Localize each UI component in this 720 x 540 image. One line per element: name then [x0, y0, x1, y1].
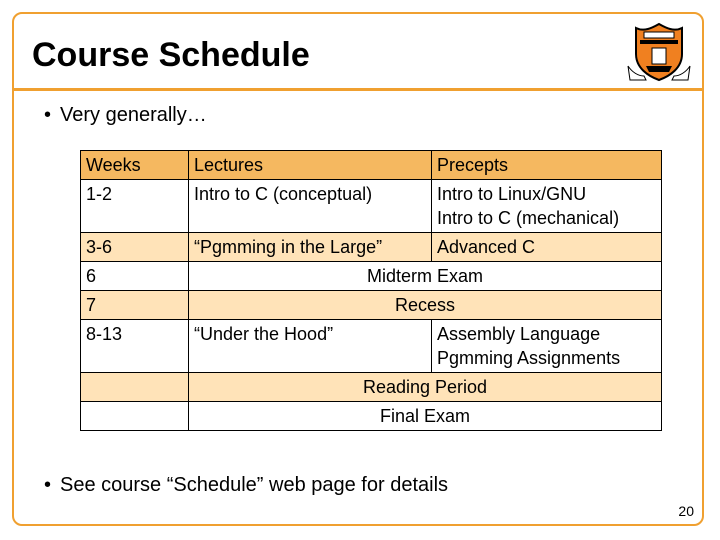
cell-weeks: 7 — [81, 291, 189, 320]
cell-span: Reading Period — [189, 373, 662, 402]
cell-span: Recess — [189, 291, 662, 320]
precepts-line: Intro to C (mechanical) — [437, 208, 620, 228]
precepts-line: Intro to Linux/GNU — [437, 184, 587, 204]
table-row — [81, 291, 662, 320]
table-row — [81, 262, 662, 291]
bullet-dot: • — [44, 474, 52, 496]
page-number: 20 — [678, 503, 694, 519]
cell-lectures: “Under the Hood” — [189, 320, 432, 373]
cell-lectures: “Pgmming in the Large” — [189, 233, 432, 262]
cell-precepts — [432, 180, 662, 233]
table-row — [81, 320, 662, 373]
bullet-text: Very generally… — [60, 104, 207, 126]
cell-span: Midterm Exam — [189, 262, 662, 291]
table-row — [81, 233, 662, 262]
cell-weeks — [81, 402, 189, 431]
precepts-line: Pgmming Assignments — [437, 348, 621, 368]
bullet-dot: • — [44, 104, 52, 126]
cell-span: Final Exam — [189, 402, 662, 431]
header-lectures: Lectures — [189, 151, 432, 180]
bullet-text: See course “Schedule” web page for details — [60, 474, 449, 496]
university-shield-icon — [626, 18, 692, 82]
cell-weeks — [81, 373, 189, 402]
bullet-intro — [44, 104, 207, 127]
cell-weeks: 1-2 — [81, 180, 189, 233]
page-title: Course Schedule — [32, 36, 310, 74]
precepts-line: Assembly Language — [437, 324, 601, 344]
table-row — [81, 180, 662, 233]
table-row — [81, 402, 662, 431]
cell-precepts: Advanced C — [432, 233, 662, 262]
cell-weeks: 6 — [81, 262, 189, 291]
table-row — [81, 373, 662, 402]
bullet-details — [44, 474, 448, 497]
header-weeks: Weeks — [81, 151, 189, 180]
cell-lectures: Intro to C (conceptual) — [189, 180, 432, 233]
title-divider — [12, 88, 704, 91]
schedule-table — [80, 150, 662, 431]
cell-precepts — [432, 320, 662, 373]
cell-weeks: 8-13 — [81, 320, 189, 373]
cell-weeks: 3-6 — [81, 233, 189, 262]
header-precepts: Precepts — [432, 151, 662, 180]
table-header-row — [81, 151, 662, 180]
